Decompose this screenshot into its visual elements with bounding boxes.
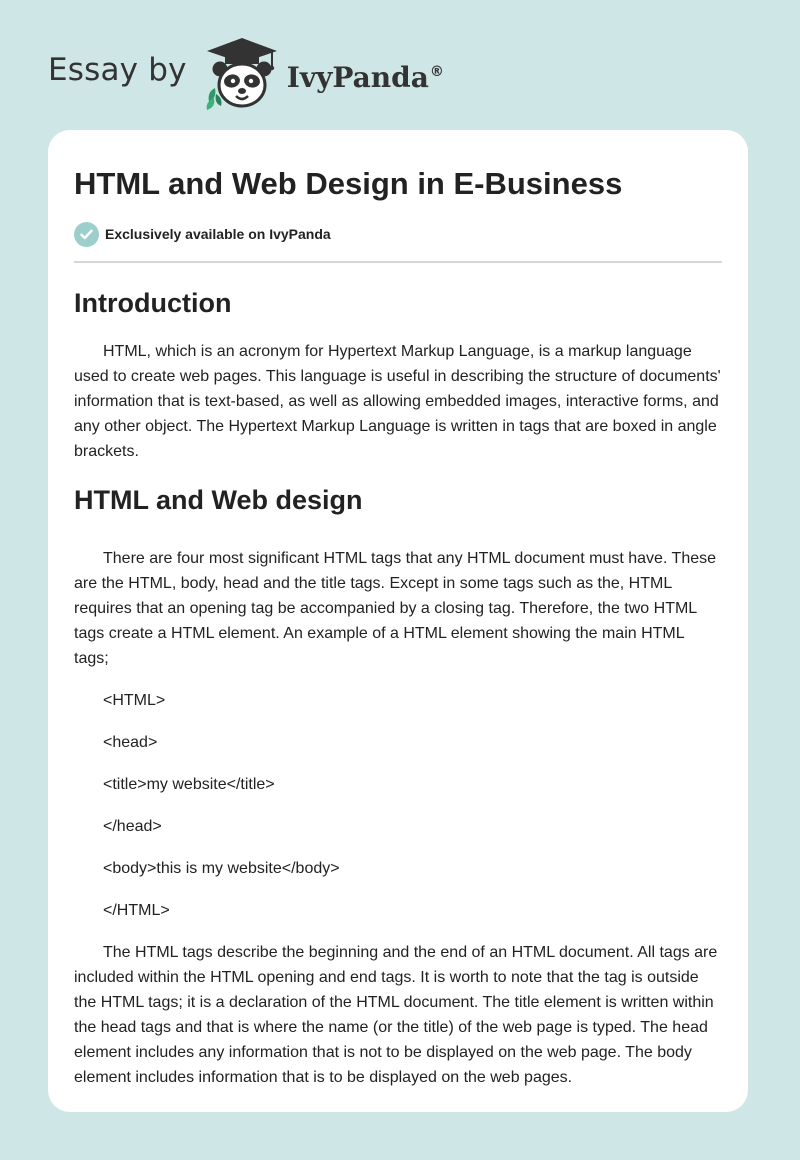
check-glyph [80,229,93,240]
code-line: <body>this is my website</body> [103,860,340,877]
code-line: </HTML> [103,902,170,919]
site-header [48,36,444,112]
exclusive-badge [74,221,722,247]
essay-card [48,130,748,1112]
code-line: <title>my website</title> [103,776,275,793]
section-heading-introduction: Introduction [74,288,232,318]
registered-mark: ® [429,64,444,81]
paragraph-introduction: HTML, which is an acronym for Hypertext Markup Language, is a markup language used to create web pages. This language is useful in describing the structure of documents' information that is text-based, as well as allowing embedded images, interactive forms, and any other object. The Hypertext Markup Language is written in tags that are boxed in angle brackets. [74,343,721,460]
divider [74,261,722,263]
brand-prefix: Essay by [48,52,187,88]
paragraph-html-tags: There are four most significant HTML tags that any HTML document must have. These are the HTML, body, head and the title tags. Except in some tags such as the, HTML requires that an opening tag be accompanied by a closing tag. Therefore, the two HTML tags create a HTML element. An example of a HTML element showing the main HTML tags; [74,550,717,667]
section-heading-html-web-design: HTML and Web design [74,485,363,515]
brand-name [287,61,444,94]
page-title: HTML and Web Design in E-Business [74,166,623,201]
code-line: <HTML> [103,692,166,709]
panda-graduate-icon [201,36,283,112]
exclusive-text: Exclusively available on IvyPanda [105,226,331,242]
code-line: </head> [103,818,162,835]
brand-name-text: IvyPanda [286,60,429,94]
check-icon [74,222,99,247]
code-line: <head> [103,734,158,751]
paragraph-tag-description: The HTML tags describe the beginning and the end of an HTML document. All tags are included within the HTML opening and end tags. It is worth to note that the tag is outside the HTML tags; it is a declaration of the HTML document. The title element is written within the head tags and that is where the name (or the title) of the web page is typed. The head element includes any information that is not to be displayed on the web page. The body element includes information that is to be displayed on the web pages. [74,944,718,1086]
